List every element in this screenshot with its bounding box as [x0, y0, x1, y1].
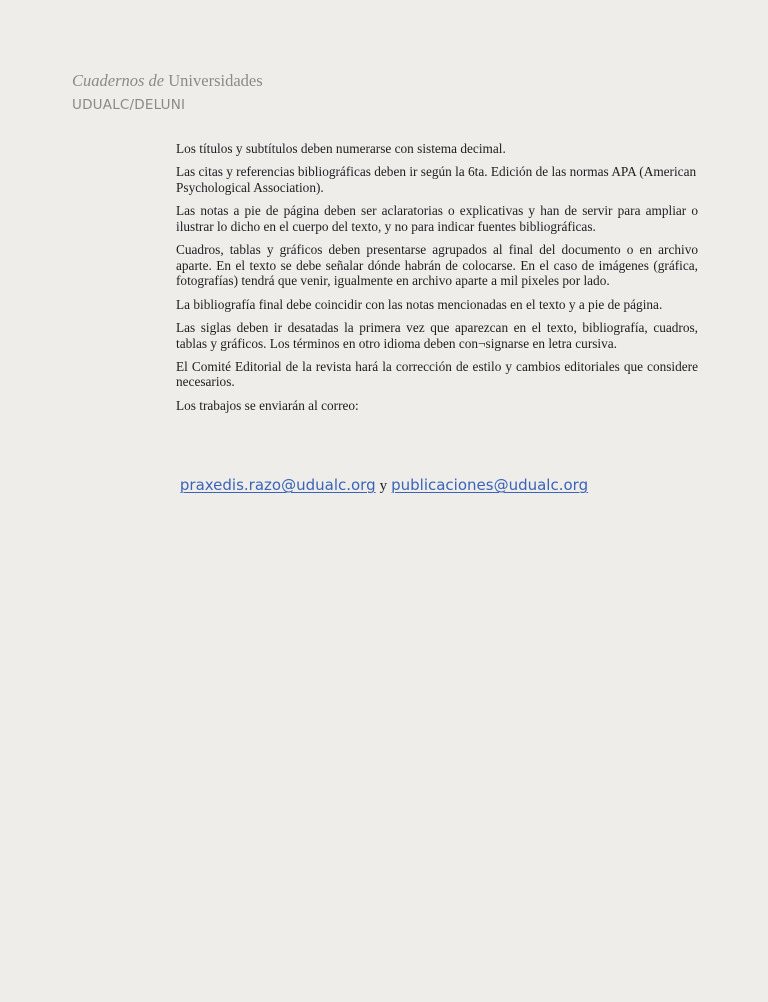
- running-header: [72, 70, 263, 114]
- journal-subtitle: UDUALC/DELUNI: [72, 97, 186, 113]
- email-link-publicaciones[interactable]: publicaciones@udualc.org: [391, 476, 589, 494]
- guidelines-body: [176, 141, 698, 421]
- email-contacts: [0, 476, 768, 495]
- paragraph-acronyms: Las siglas deben ir desatadas la primera vez que aparezcan en el texto, bibliografía, cuadros, tablas y gráficos. Los términos en otro idioma deben con¬signarse en letra cursiva.: [176, 319, 698, 351]
- journal-title: [72, 70, 263, 92]
- paragraph-footnotes: Las notas a pie de página deben ser aclaratorias o explicativas y han de servir para ampliar o ilustrar lo dicho en el cuerpo del texto, y no para indicar fuentes bibliográficas.: [176, 203, 698, 234]
- journal-title-regular: Universidades: [168, 71, 263, 90]
- email-joiner: y: [379, 478, 388, 494]
- paragraph-citations: Las citas y referencias bibliográficas deben ir según la 6ta. Edición de las normas APA (American Psychological Association).: [176, 164, 697, 195]
- paragraph-submission: Los trabajos se enviarán al correo:: [176, 397, 359, 413]
- email-link-praxedis[interactable]: praxedis.razo@udualc.org: [179, 476, 376, 494]
- paragraph-editorial: El Comité Editorial de la revista hará la corrección de estilo y cambios editoriales que considere necesarios.: [176, 358, 698, 390]
- paragraph-numbering: Los títulos y subtítulos deben numerarse con sistema decimal.: [176, 141, 506, 156]
- paragraph-tables-figures: Cuadros, tablas y gráficos deben presentarse agrupados al final del documento o en archivo aparte. En el texto se debe señalar dónde habrán de colocarse. En el caso de imágenes (gráfica, fotografías) tendrá que venir, igualmente en archivo aparte a mil pixeles por lado.: [176, 242, 698, 289]
- paragraph-bibliography: La bibliografía final debe coincidir con las notas mencionadas en el texto y a pie de página.: [176, 296, 663, 312]
- journal-title-italic: Cuadernos de: [72, 71, 165, 90]
